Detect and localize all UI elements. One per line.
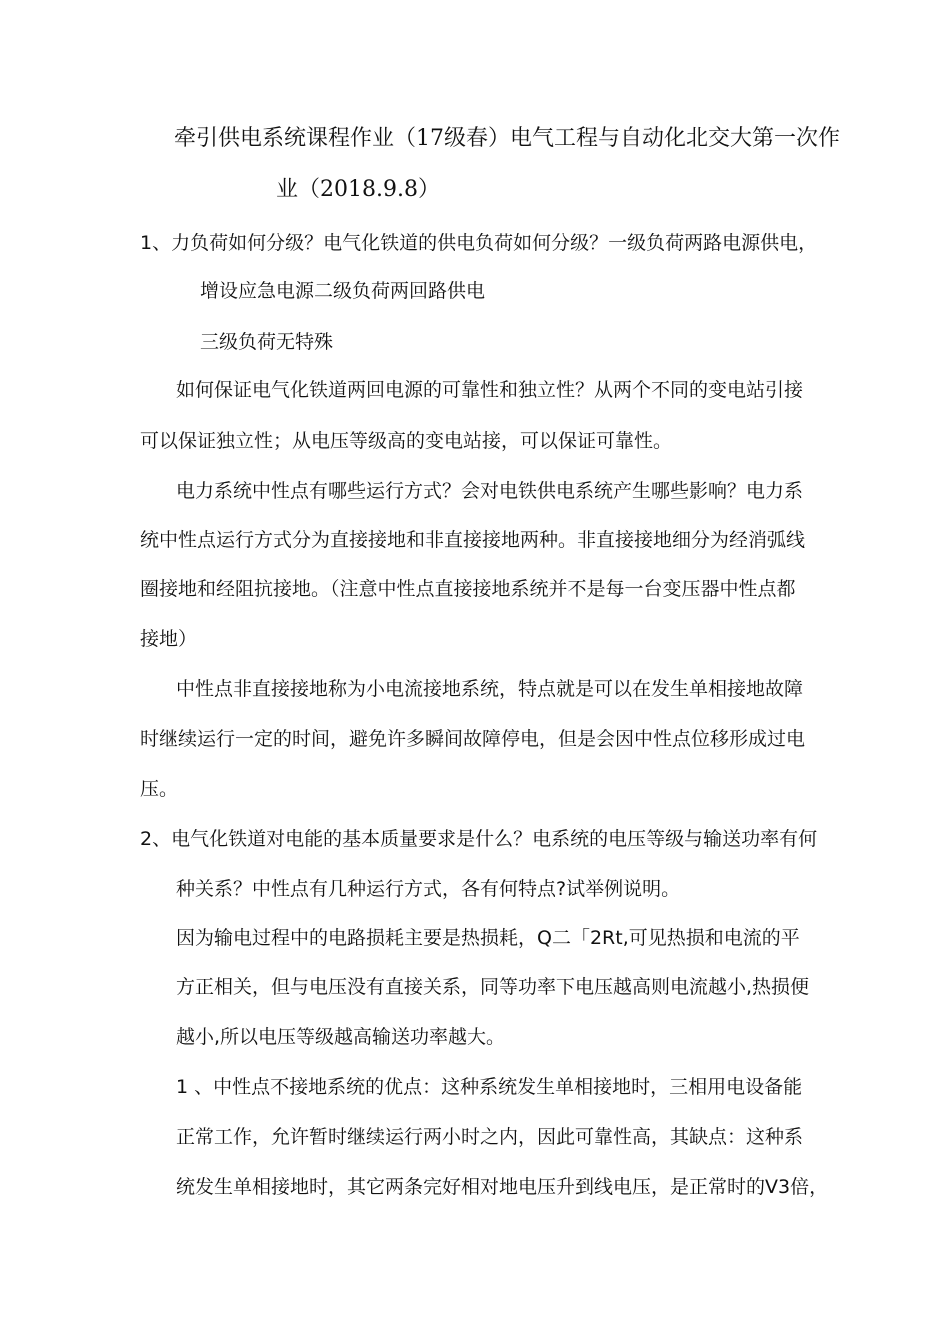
q2-paragraph-1-line-1: 因为输电过程中的电路损耗主要是热损耗，Q二「2Rt,可见热损和电流的平 (176, 927, 800, 949)
q2-paragraph-2-line-1: 1 、中性点不接地系统的优点：这种系统发生单相接地时，三相用电设备能 (176, 1076, 803, 1098)
question-2-line-1: 2、电气化铁道对电能的基本质量要求是什么？电系统的电压等级与输送功率有何 (140, 828, 818, 850)
q1-paragraph-3-line-3: 压。 (140, 778, 179, 800)
q1-paragraph-1-line-1: 如何保证电气化铁道两回电源的可靠性和独立性？从两个不同的变电站引接 (176, 379, 804, 401)
document-title-line-1: 牵引供电系统课程作业（17级春）电气工程与自动化北交大第一次作 (174, 126, 840, 151)
q1-paragraph-3-line-2: 时继续运行一定的时间，避免许多瞬间故障停电，但是会因中性点位移形成过电 (140, 728, 806, 750)
q1-paragraph-2-line-1: 电力系统中性点有哪些运行方式？会对电铁供电系统产生哪些影响？电力系 (176, 480, 804, 502)
question-1-line-3: 三级负荷无特殊 (200, 331, 334, 353)
question-2-line-2: 种关系？中性点有几种运行方式，各有何特点?试举例说明。 (176, 878, 681, 900)
q1-paragraph-1-line-2: 可以保证独立性；从电压等级高的变电站接，可以保证可靠性。 (140, 430, 673, 452)
question-1-line-2: 增设应急电源二级负荷两回路供电 (200, 280, 486, 302)
q1-paragraph-2-line-4: 接地） (140, 628, 198, 650)
q2-paragraph-1-line-2: 方正相关，但与电压没有直接关系，同等功率下电压越高则电流越小,热损便 (176, 976, 810, 998)
q2-paragraph-2-line-3: 统发生单相接地时，其它两条完好相对地电压升到线电压，是正常时的V3倍， (176, 1176, 829, 1198)
document-title-line-2: 业（2018.9.8） (276, 177, 440, 202)
q1-paragraph-2-line-3: 圈接地和经阻抗接地。（注意中性点直接接地系统并不是每一台变压器中性点都 (140, 578, 796, 600)
q2-paragraph-1-line-3: 越小,所以电压等级越高输送功率越大。 (176, 1026, 506, 1048)
q1-paragraph-3-line-1: 中性点非直接接地称为小电流接地系统，特点就是可以在发生单相接地故障 (176, 678, 804, 700)
question-1-line-1: 1、力负荷如何分级？电气化铁道的供电负荷如何分级？一级负荷两路电源供电， (140, 232, 818, 254)
q1-paragraph-2-line-2: 统中性点运行方式分为直接接地和非直接接地两种。非直接接地细分为经消弧线 (140, 529, 806, 551)
q2-paragraph-2-line-2: 正常工作，允许暂时继续运行两小时之内，因此可靠性高，其缺点：这种系 (176, 1126, 804, 1148)
